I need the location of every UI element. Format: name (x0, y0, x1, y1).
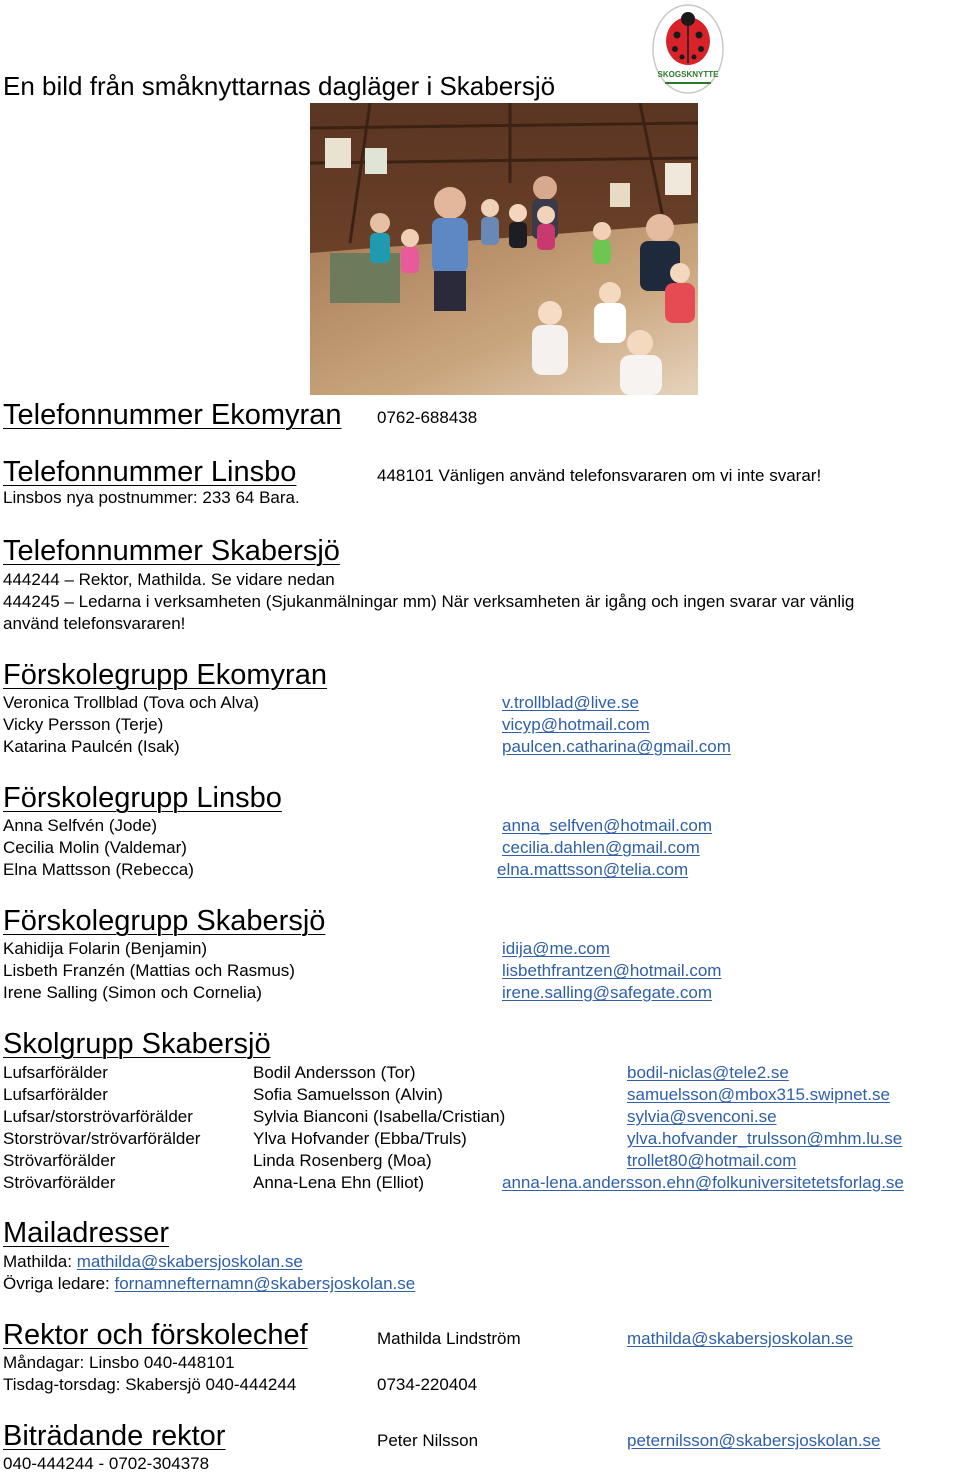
member-email-link[interactable]: cecilia.dahlen@gmail.com (502, 838, 700, 857)
group-heading-linsbo: Förskolegrupp Linsbo (3, 782, 282, 814)
skolgrupp-role: Lufsarförälder (3, 1063, 108, 1082)
member-name: Anna Selfvén (Jode) (3, 816, 158, 835)
rektor-email-link[interactable]: mathilda@skabersjoskolan.se (627, 1329, 854, 1348)
member-name: Kahidija Folarin (Benjamin) (3, 939, 208, 958)
skolgrupp-email-link[interactable]: trollet80@hotmail.com (627, 1151, 797, 1170)
skolgrupp-name: Linda Rosenberg (Moa) (253, 1151, 432, 1170)
mail-ovriga-label: Övriga ledare: (3, 1274, 115, 1293)
member-name: Veronica Trollblad (Tova och Alva) (3, 693, 260, 712)
member-email-link[interactable]: vicyp@hotmail.com (502, 715, 650, 734)
mail-ovriga-link[interactable]: fornamnefternamn@skabersjoskolan.se (114, 1274, 416, 1293)
mail-mathilda-label: Mathilda: (3, 1252, 77, 1271)
rektor-name: Mathilda Lindström (377, 1329, 521, 1348)
camp-photo (310, 103, 698, 395)
member-name: Lisbeth Franzén (Mattias och Rasmus) (3, 961, 295, 980)
page-title: En bild från småknyttarnas dagläger i Skabersjö (3, 71, 556, 101)
linsbo-postnummer: Linsbos nya postnummer: 233 64 Bara. (3, 488, 300, 507)
rektor-mobile: 0734-220404 (377, 1375, 478, 1394)
member-name: Irene Salling (Simon och Cornelia) (3, 983, 262, 1002)
skolgrupp-email-link[interactable]: bodil-niclas@tele2.se (627, 1063, 789, 1082)
member-email-link[interactable]: lisbethfrantzen@hotmail.com (502, 961, 722, 980)
skolgrupp-role: Lufsarförälder (3, 1085, 108, 1104)
bitradande-heading: Biträdande rektor (3, 1420, 226, 1452)
skolgrupp-role: Storströvar/strövarförälder (3, 1129, 201, 1148)
member-email-link[interactable]: idija@me.com (502, 939, 610, 958)
skolgrupp-email-link[interactable]: ylva.hofvander_trulsson@mhm.lu.se (627, 1129, 903, 1148)
member-name: Katarina Paulcén (Isak) (3, 737, 180, 756)
logo-text: SKOGSKNYTTE (657, 70, 719, 79)
bitradande-email-link[interactable]: peternilsson@skabersjoskolan.se (627, 1431, 881, 1450)
mail-ovriga-row (3, 1273, 415, 1295)
skolgrupp-name: Bodil Andersson (Tor) (253, 1063, 416, 1082)
linsbo-phone-heading: Telefonnummer Linsbo (3, 456, 297, 488)
member-name: Vicky Persson (Terje) (3, 715, 164, 734)
skolgrupp-email-link[interactable]: anna-lena.andersson.ehn@folkuniversitetetsforlag.se (502, 1173, 904, 1192)
skolgrupp-role: Strövarförälder (3, 1173, 116, 1192)
skabersjo-line-3: använd telefonsvararen! (3, 614, 186, 633)
member-name: Cecilia Molin (Valdemar) (3, 838, 187, 857)
linsbo-phone-note: 448101 Vänligen använd telefonsvararen om vi inte svarar! (377, 466, 822, 485)
group-heading-ekomyran: Förskolegrupp Ekomyran (3, 659, 327, 691)
member-email-link[interactable]: anna_selfven@hotmail.com (502, 816, 713, 835)
skabersjo-line-2: 444245 – Ledarna i verksamheten (Sjukanmälningar mm) När verksamheten är igång och ingen svarar var vänlig (3, 592, 855, 611)
skolgrupp-email-link[interactable]: samuelsson@mbox315.swipnet.se (627, 1085, 890, 1104)
skolgrupp-heading: Skolgrupp Skabersjö (3, 1028, 271, 1060)
mail-mathilda-link[interactable]: mathilda@skabersjoskolan.se (76, 1252, 303, 1271)
mail-mathilda-row (3, 1251, 303, 1273)
skogsknytte-logo (651, 3, 725, 95)
bitradande-phones: 040-444244 - 0702-304378 (3, 1454, 210, 1473)
rektor-heading: Rektor och förskolechef (3, 1319, 308, 1351)
member-email-link[interactable]: paulcen.catharina@gmail.com (502, 737, 731, 756)
member-name: Elna Mattsson (Rebecca) (3, 860, 194, 879)
skolgrupp-name: Sofia Samuelsson (Alvin) (253, 1085, 443, 1104)
mail-heading: Mailadresser (3, 1217, 169, 1249)
group-heading-skabersjo: Förskolegrupp Skabersjö (3, 905, 326, 937)
skolgrupp-email-link[interactable]: sylvia@svenconi.se (627, 1107, 777, 1126)
skolgrupp-name: Anna-Lena Ehn (Elliot) (253, 1173, 425, 1192)
skabersjo-phone-heading: Telefonnummer Skabersjö (3, 535, 340, 567)
bitradande-name: Peter Nilsson (377, 1431, 479, 1450)
skabersjo-line-1: 444244 – Rektor, Mathilda. Se vidare nedan (3, 570, 335, 589)
member-email-link[interactable]: v.trollblad@live.se (502, 693, 639, 712)
rektor-line-2: Tisdag-torsdag: Skabersjö 040-444244 (3, 1375, 297, 1394)
ekomyran-phone: 0762-688438 (377, 408, 478, 427)
rektor-line-1: Måndagar: Linsbo 040-448101 (3, 1353, 235, 1372)
member-email-link[interactable]: irene.salling@safegate.com (502, 983, 713, 1002)
skolgrupp-role: Lufsar/storströvarförälder (3, 1107, 193, 1126)
skolgrupp-name: Ylva Hofvander (Ebba/Truls) (253, 1129, 467, 1148)
ekomyran-phone-heading: Telefonnummer Ekomyran (3, 399, 342, 431)
member-email-link[interactable]: elna.mattsson@telia.com (497, 860, 689, 879)
skolgrupp-name: Sylvia Bianconi (Isabella/Cristian) (253, 1107, 506, 1126)
skolgrupp-role: Strövarförälder (3, 1151, 116, 1170)
